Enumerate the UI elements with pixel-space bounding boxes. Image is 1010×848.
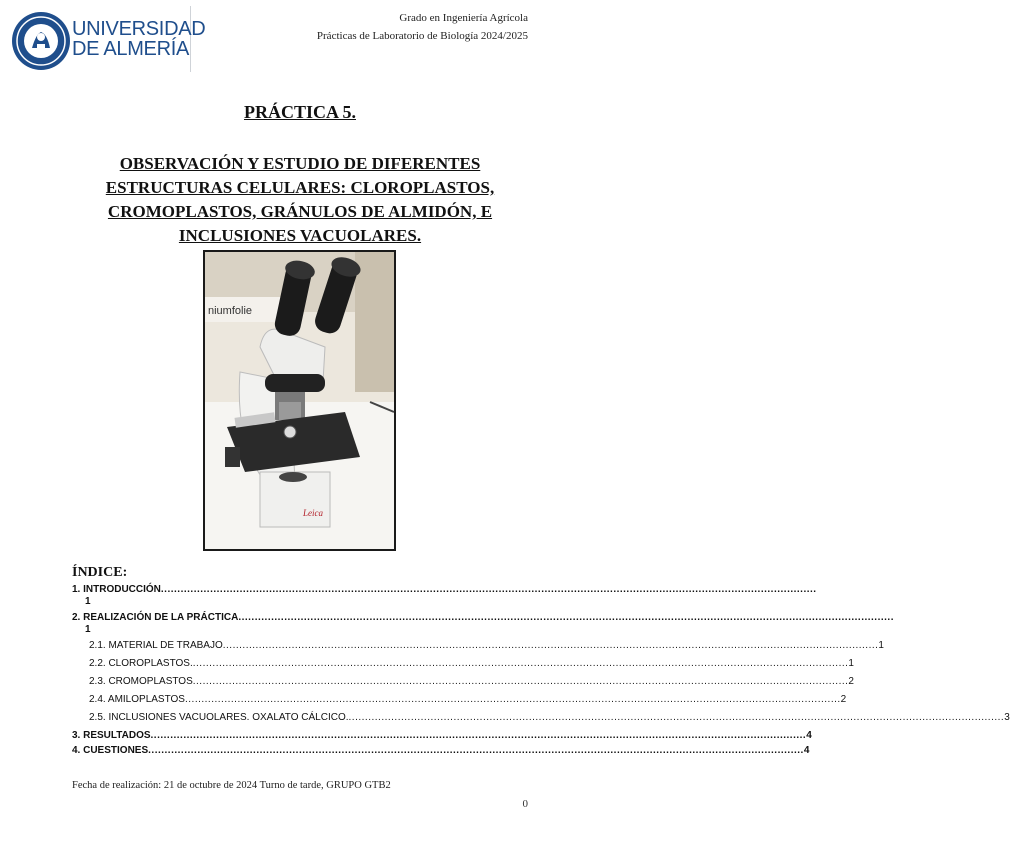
practice-title: PRÁCTICA 5. bbox=[243, 102, 356, 122]
toc-entry-label: 4. CUESTIONES bbox=[72, 745, 149, 756]
microscope-brand-text: Leica bbox=[303, 508, 323, 518]
index-title: ÍNDICE: bbox=[72, 565, 128, 580]
toc-entry[interactable] bbox=[72, 745, 810, 756]
toc-entry-label: 2.1. MATERIAL DE TRABAJO bbox=[89, 640, 223, 651]
toc-leader-dots: ........................................................................................................................................................................................................ bbox=[192, 658, 849, 669]
toc-entry-label: 3. RESULTADOS bbox=[72, 730, 151, 741]
toc-entry[interactable] bbox=[72, 730, 812, 741]
toc-entry-page: 1 bbox=[85, 596, 91, 607]
toc-entry-label: 2.2. CLOROPLASTOS. bbox=[89, 658, 193, 669]
logo-wordmark bbox=[72, 19, 205, 59]
toc-entry[interactable] bbox=[72, 584, 817, 608]
toc-leader-dots: ........................................................................................................................................................................................................ bbox=[348, 712, 1005, 723]
toc-entry-label: 2.5. INCLUSIONES VACUOLARES. OXALATO CÁLCICO. bbox=[89, 712, 349, 723]
toc-entry-page: 1 bbox=[85, 624, 91, 635]
toc-leader-dots: ........................................................................................................................................................................................................ bbox=[160, 584, 817, 595]
toc-entry-page: 2 bbox=[840, 694, 847, 705]
toc-leader-dots: ........................................................................................................................................................................................................ bbox=[192, 676, 849, 687]
toc-entry-page: 3 bbox=[1004, 712, 1010, 723]
toc-entry[interactable] bbox=[72, 676, 854, 687]
university-logo bbox=[10, 6, 206, 72]
toc-entry[interactable] bbox=[72, 658, 854, 669]
toc-entry-page: 2 bbox=[848, 676, 854, 687]
toc-leader-dots: ........................................................................................................................................................................................................ bbox=[238, 612, 894, 623]
toc-entry[interactable] bbox=[72, 694, 847, 705]
toc-leader-dots: ........................................................................................................................................................................................................ bbox=[148, 745, 804, 756]
toc-entry-label: 1. INTRODUCCIÓN bbox=[72, 584, 161, 595]
toc-entry-label: 2.4. AMILOPLASTOS bbox=[89, 694, 185, 705]
logo-line-1: UNIVERSIDAD bbox=[72, 18, 206, 40]
toc-entry-label: 2. REALIZACIÓN DE LA PRÁCTICA bbox=[72, 612, 239, 623]
logo-line-2: DE ALMERÍA bbox=[72, 38, 190, 60]
toc-entry-page: 4 bbox=[803, 745, 810, 756]
toc-entry-page: 1 bbox=[848, 658, 854, 669]
toc-entry-page: 1 bbox=[878, 640, 884, 651]
page-number: 0 bbox=[522, 798, 528, 810]
foil-box-text: niumfolie bbox=[208, 305, 253, 317]
header-degree: Grado en Ingeniería Agrícola bbox=[399, 12, 528, 24]
toc-entry[interactable] bbox=[72, 712, 1010, 723]
toc-leader-dots: ........................................................................................................................................................................................................ bbox=[222, 640, 879, 651]
page-header bbox=[317, 9, 528, 45]
toc-entry[interactable] bbox=[72, 612, 894, 636]
toc-entry-label: 2.3. CROMOPLASTOS bbox=[89, 676, 193, 687]
toc-leader-dots: ........................................................................................................................................................................................................ bbox=[184, 694, 841, 705]
table-of-contents bbox=[72, 584, 1010, 760]
practice-subtitle: OBSERVACIÓN Y ESTUDIO DE DIFERENTES ESTRUCTURAS CELULARES: CLOROPLASTOS, CROMOPLASTOS, GRÁNULOS DE ALMIDÓN, E INCLUSIONES VACUOLARES. bbox=[105, 154, 495, 245]
toc-entry-page: 4 bbox=[806, 730, 812, 741]
toc-leader-dots: ........................................................................................................................................................................................................ bbox=[150, 730, 807, 741]
header-course: Prácticas de Laboratorio de Biología 2024/2025 bbox=[316, 30, 528, 42]
microscope-photo bbox=[203, 250, 396, 551]
microscope-illustration bbox=[205, 252, 394, 549]
university-seal-icon bbox=[10, 10, 72, 72]
toc-entry[interactable] bbox=[72, 640, 884, 651]
completion-date: Fecha de realización: 21 de octubre de 2024 Turno de tarde, GRUPO GTB2 bbox=[72, 780, 391, 791]
